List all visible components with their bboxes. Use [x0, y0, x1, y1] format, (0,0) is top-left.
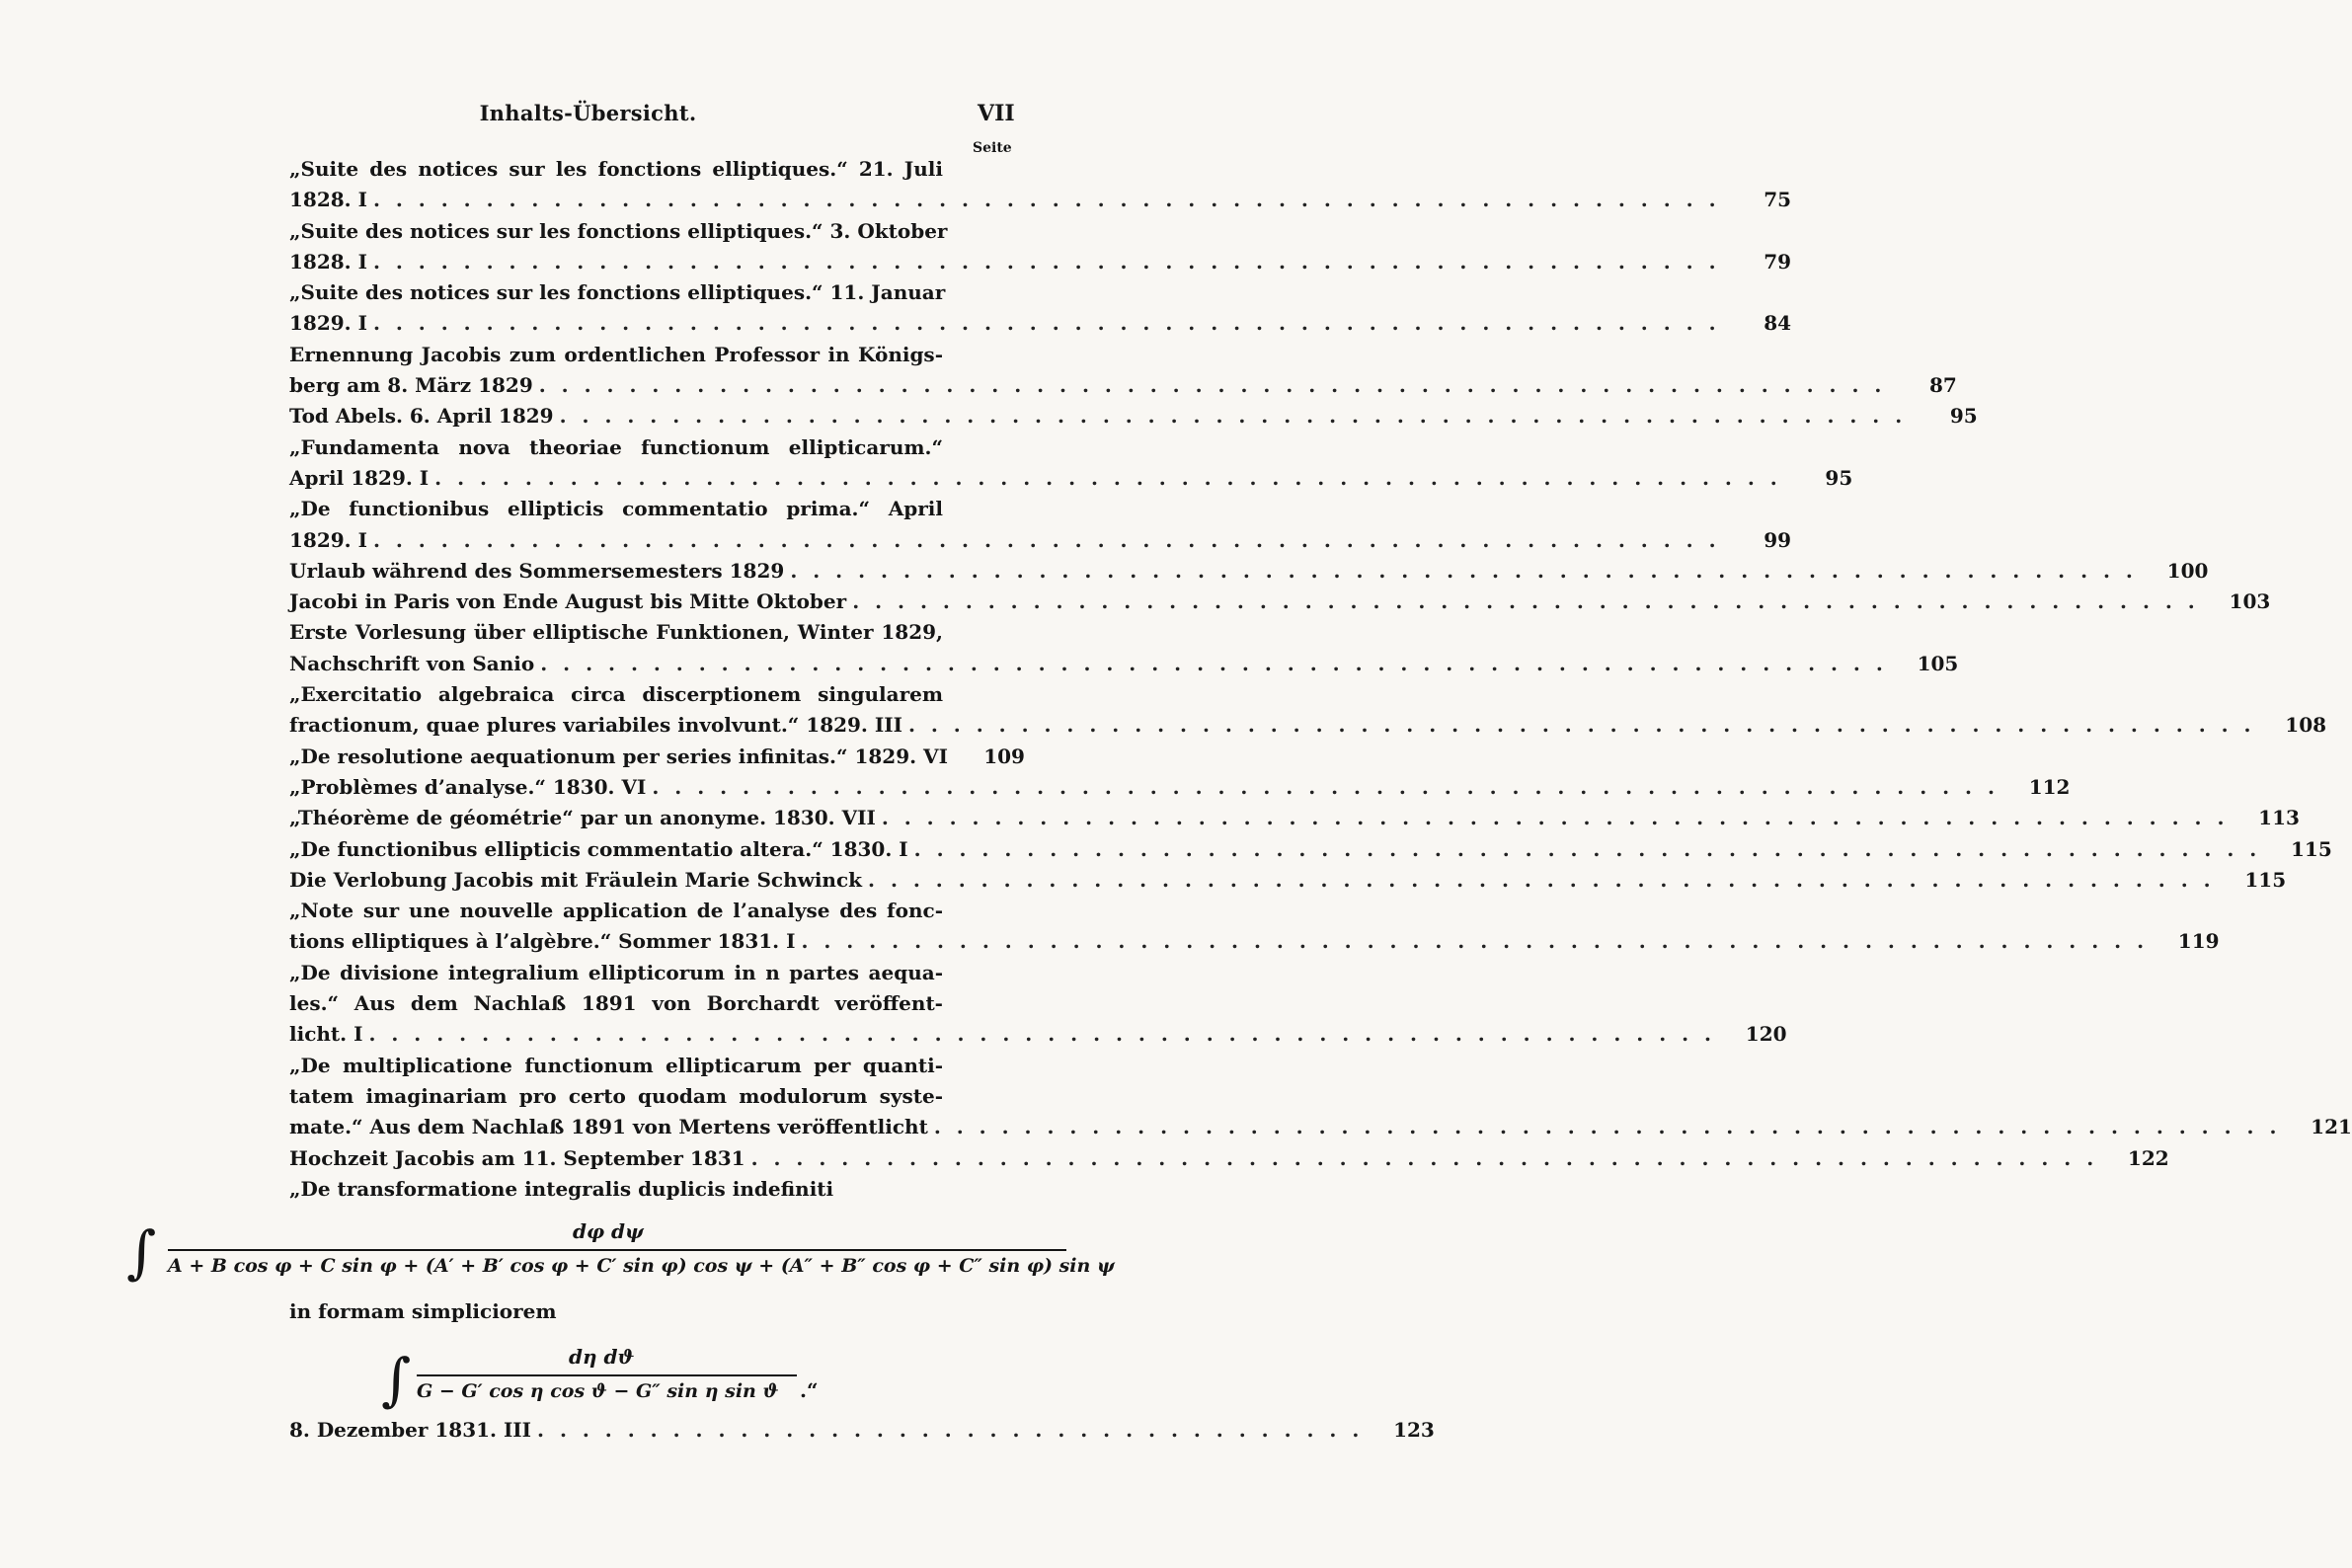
toc-entry-final-page: 123 [1393, 1418, 1435, 1442]
toc-entry-final [289, 1418, 1435, 1442]
toc-entry [289, 1143, 2169, 1174]
toc-entry [289, 216, 1792, 278]
toc-entry [289, 340, 1957, 402]
toc-entry-page: 95 [1949, 404, 1978, 429]
leader-dots: . . . . . . . . . . . . . . . . . . . . . . . . . . . . . . . . . . . . . . . . . . . . . . . . . . . . . . . . . . . . [372, 527, 1721, 552]
toc-entry-page: 115 [2290, 836, 2332, 861]
toc-entry [289, 401, 1978, 431]
toc-entry-page: 119 [2177, 929, 2220, 954]
toc-entry-title: fractionum, quae plures variabiles involvunt.“ 1829. III [289, 713, 902, 738]
toc-entry-title: mate.“ Aus dem Nachlaß 1891 von Mertens veröffentlicht [289, 1115, 928, 1139]
toc-entry-line: „Suite des notices sur les fonctions elliptiques.“ 11. Januar [289, 280, 946, 305]
formula2-closing-quote: .“ [800, 1378, 819, 1402]
running-header-title: Inhalts-Übersicht. [479, 101, 697, 125]
toc-entry-title: tions elliptiques à l’algèbre.“ Sommer 1831. I [289, 929, 796, 954]
toc-entry-line: tatem imaginariam pro certo quodam modulorum syste- [289, 1083, 943, 1108]
formula2-denominator: G − G′ cos η cos ϑ − G″ sin η sin ϑ [417, 1380, 779, 1402]
toc-entry-line: „Suite des notices sur les fonctions elliptiques.“ 3. Oktober [289, 218, 948, 243]
toc-entry [289, 494, 1792, 556]
toc-entry-title: Hochzeit Jacobis am 11. September 1831 [289, 1145, 745, 1170]
toc-entry-page: 103 [2229, 589, 2271, 614]
table-of-contents [289, 154, 2352, 1174]
toc-entry-title: berg am 8. März 1829 [289, 373, 533, 398]
toc-entry-page: 121 [2311, 1115, 2352, 1139]
fraction-bar [168, 1249, 1066, 1251]
integral-sign-icon: ∫ [126, 1218, 157, 1286]
toc-entry-line: Erste Vorlesung über elliptische Funktionen, Winter 1829, [289, 620, 943, 645]
toc-entry [289, 1051, 2352, 1143]
leader-dots: . . . . . . . . . . . . . . . . . . . . . . . . . . . . . . . . . . . . . . . . . . . . . . . . . . . . . . . . . . . . [434, 465, 1782, 490]
toc-entry-page: 87 [1929, 373, 1957, 398]
toc-entry-page: 79 [1764, 249, 1792, 274]
toc-entry-title: Die Verlobung Jacobis mit Fräulein Marie Schwinck [289, 867, 863, 892]
leader-dots: . . . . . . . . . . . . . . . . . . . . . . . . . . . . . . . . . . . . . . . . . . . . . . . . . . . . . . . . . . . . [907, 713, 2256, 738]
simplified-integral-formula [381, 1345, 819, 1424]
page-column-label: Seite [973, 140, 1012, 156]
leader-dots: . . . . . . . . . . . . . . . . . . . . . . . . . . . . . . . . . . . . . . . . . . . . . . . . . . . . . . . . . . . . [368, 1022, 1716, 1047]
leader-dots: . . . . . . . . . . . . . . . . . . . . . . . . . . . . . . . . . . . . . . . . . . . . . . . . . . . . . . . . . . . . [868, 867, 2216, 892]
toc-entry-title: „Problèmes d’analyse.“ 1830. VI [289, 774, 647, 799]
toc-entry [289, 154, 1792, 216]
toc-entry-title: Jacobi in Paris von Ende August bis Mitte Oktober [289, 589, 847, 614]
formula1-numerator: dφ dψ [573, 1219, 644, 1243]
toc-entry-intro-line: „De transformatione integralis duplicis indefiniti [289, 1177, 834, 1201]
leader-dots: . . . . . . . . . . . . . . . . . . . . . . . . . . . . . . . . . . . . . . . . . . . . . . . . . . . . . . . . . . . . [540, 651, 1888, 675]
toc-entry-title: „De resolutione aequationum per series infinitas.“ 1829. VI [289, 744, 948, 768]
toc-entry [289, 803, 2300, 833]
toc-entry-page: 100 [2166, 558, 2209, 583]
toc-entry-title: 1829. I [289, 527, 367, 552]
toc-entry-title: „Théorème de géométrie“ par un anonyme. 1830. VII [289, 806, 876, 830]
toc-entry-page: 113 [2258, 806, 2300, 830]
running-header-page-number: VII [978, 101, 1015, 126]
toc-entry [289, 617, 1959, 679]
leader-dots: . . . . . . . . . . . . . . . . . . . . . . . . . . . . . . . . . . . . . . . . . . . . . . . . . . . . . . . . . . . . [881, 806, 2229, 830]
toc-entry-line: Ernennung Jacobis zum ordentlichen Professor in Königs- [289, 342, 943, 366]
toc-entry-page: 95 [1825, 465, 1853, 490]
toc-entry-title: 1828. I [289, 188, 367, 212]
toc-entry-title: Nachschrift von Sanio [289, 651, 535, 675]
leader-dots: . . . . . . . . . . . . . . . . . . . . . . . . . . . . . . . . . . . . . [537, 1418, 1364, 1442]
toc-entry-title: Tod Abels. 6. April 1829 [289, 404, 554, 429]
toc-entry [289, 556, 2209, 587]
toc-entry-line: „Fundamenta nova theoriae functionum ellipticarum.“ [289, 434, 943, 459]
leader-dots: . . . . . . . . . . . . . . . . . . . . . . . . . . . . . . . . . . . . . . . . . . . . . . . . . . . . . . . . . . . . [913, 836, 2261, 861]
toc-entry-page: 84 [1764, 311, 1792, 336]
toc-entry [289, 679, 2327, 742]
toc-entry [289, 742, 1025, 772]
leader-dots: . . . . . . . . . . . . . . . . . . . . . . . . . . . . . . . . . . . . . . . . . . . . . . . . . . . . . . . . . . . . [933, 1115, 2281, 1139]
leader-dots: . . . . . . . . . . . . . . . . . . . . . . . . . . . . . . . . . . . . . . . . . . . . . . . . . . . . . . . . . . . . [790, 558, 2138, 583]
toc-entry-page: 115 [2244, 867, 2287, 892]
leader-dots: . . . . . . . . . . . . . . . . . . . . . . . . . . . . . . . . . . . . . . . . . . . . . . . . . . . . . . . . . . . . [750, 1145, 2098, 1170]
toc-entry-title: 1829. I [289, 311, 367, 336]
double-integral-formula [126, 1218, 1115, 1289]
toc-entry-title: Urlaub während des Sommersemesters 1829 [289, 558, 785, 583]
toc-entry-line: „De divisione integralium ellipticorum in n partes aequa- [289, 960, 943, 984]
leader-dots: . . . . . . . . . . . . . . . . . . . . . . . . . . . . . . . . . . . . . . . . . . . . . . . . . . . . . . . . . . . . [652, 774, 1999, 799]
toc-entry-line: „Note sur une nouvelle application de l’analyse des fonc- [289, 899, 943, 923]
fraction-bar [417, 1374, 797, 1376]
leader-dots: . . . . . . . . . . . . . . . . . . . . . . . . . . . . . . . . . . . . . . . . . . . . . . . . . . . . . . . . . . . . [538, 373, 1886, 398]
leader-dots: . . . . . . . . . . . . . . . . . . . . . . . . . . . . . . . . . . . . . . . . . . . . . . . . . . . . . . . . . . . . [372, 249, 1721, 274]
toc-entry-page: 99 [1764, 527, 1792, 552]
toc-entry-page: 109 [983, 744, 1025, 768]
toc-entry-line: „Suite des notices sur les fonctions elliptiques.“ 21. Juli [289, 157, 943, 181]
toc-entry-page: 120 [1745, 1022, 1787, 1047]
toc-entry-line: „Exercitatio algebraica circa discerptionem singularem [289, 682, 943, 707]
toc-entry-page: 108 [2285, 713, 2327, 738]
integral-sign-icon: ∫ [381, 1346, 412, 1413]
toc-entry-page: 112 [2028, 774, 2071, 799]
leader-dots: . . . . . . . . . . . . . . . . . . . . . . . . . . . . . . . . . . . . . . . . . . . . . . . . . . . . . . . . . . . . [559, 404, 1907, 429]
toc-entry-page: 105 [1917, 651, 1959, 675]
toc-entry [289, 772, 2071, 803]
toc-entry [289, 958, 1787, 1051]
toc-entry-line: les.“ Aus dem Nachlaß 1891 von Borchardt veröffent- [289, 991, 943, 1016]
toc-entry-line: „De functionibus ellipticis commentatio prima.“ April [289, 497, 943, 521]
formula1-denominator: A + B cos φ + C sin φ + (A′ + B′ cos φ + C′ sin φ) cos ψ + (A″ + B″ cos φ + C″ sin φ) sin ψ [168, 1255, 1115, 1277]
toc-entry-title: licht. I [289, 1022, 363, 1047]
toc-entry [289, 834, 2332, 865]
toc-entry-title: April 1829. I [289, 465, 430, 490]
toc-entry-title: „De functionibus ellipticis commentatio altera.“ 1830. I [289, 836, 908, 861]
toc-entry-final-text: 8. Dezember 1831. III [289, 1418, 532, 1442]
formula2-numerator: dη dϑ [569, 1345, 635, 1369]
toc-entry [289, 587, 2271, 617]
toc-entry-page: 122 [2127, 1145, 2169, 1170]
leader-dots: . . . . . . . . . . . . . . . . . . . . . . . . . . . . . . . . . . . . . . . . . . . . . . . . . . . . . . . . . . . . [801, 929, 2149, 954]
toc-entry-line: „De multiplicatione functionum ellipticarum per quanti- [289, 1053, 943, 1077]
leader-dots: . . . . . . . . . . . . . . . . . . . . . . . . . . . . . . . . . . . . . . . . . . . . . . . . . . . . . . . . . . . . [852, 589, 2200, 614]
formula-connector-text: in formam simpliciorem [289, 1299, 557, 1323]
toc-entry-page: 75 [1764, 188, 1792, 212]
toc-entry [289, 432, 1853, 495]
toc-entry [289, 896, 2220, 958]
leader-dots: . . . . . . . . . . . . . . . . . . . . . . . . . . . . . . . . . . . . . . . . . . . . . . . . . . . . . . . . . . . . [372, 188, 1721, 212]
toc-entry [289, 865, 2287, 896]
toc-entry-title: 1828. I [289, 249, 367, 274]
toc-entry [289, 277, 1792, 340]
leader-dots: . . . . . . . . . . . . . . . . . . . . . . . . . . . . . . . . . . . . . . . . . . . . . . . . . . . . . . . . . . . . [372, 311, 1721, 336]
